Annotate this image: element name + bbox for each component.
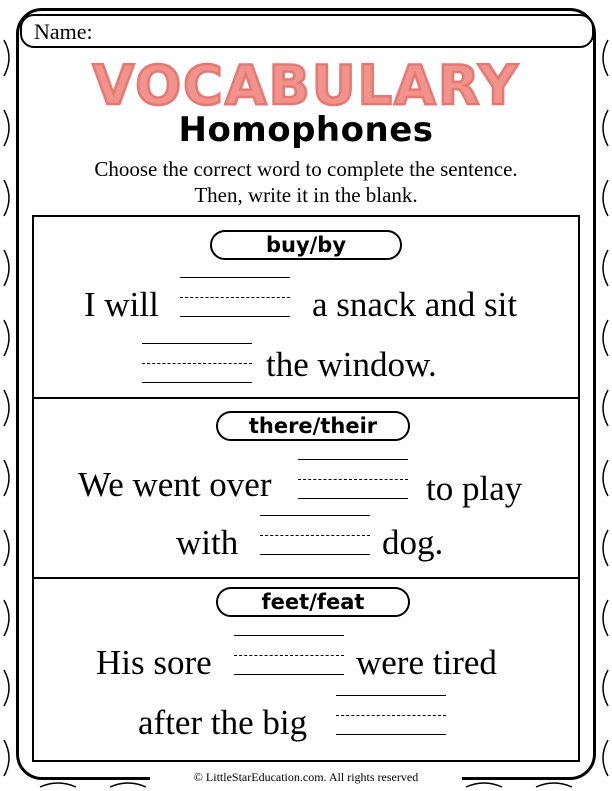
sentence-text: a snack and sit bbox=[312, 285, 518, 324]
answer-blank[interactable] bbox=[180, 277, 290, 317]
exercise-panel bbox=[32, 215, 580, 762]
sentence-text: dog. bbox=[382, 523, 444, 562]
vocabulary-title-text: VOCABULARY bbox=[92, 54, 520, 117]
instructions-line-2: Then, write it in the blank. bbox=[194, 183, 418, 207]
choice-pill: feet/feat bbox=[216, 587, 410, 617]
exercise-2 bbox=[34, 397, 578, 579]
sentence-text: We went over bbox=[78, 465, 272, 504]
sentence-text: to play bbox=[426, 469, 523, 508]
answer-blank[interactable] bbox=[142, 343, 252, 383]
sentence-text: I will bbox=[84, 285, 159, 324]
choice-pill: buy/by bbox=[210, 230, 402, 260]
exercise-3 bbox=[34, 577, 578, 762]
sentence-text: His sore bbox=[96, 643, 212, 682]
answer-blank[interactable] bbox=[260, 515, 370, 555]
instructions bbox=[0, 156, 612, 208]
name-field[interactable] bbox=[20, 14, 594, 48]
sentence-text: after the big bbox=[138, 703, 308, 742]
choice-pill: there/their bbox=[216, 411, 410, 441]
answer-blank[interactable] bbox=[298, 459, 408, 499]
instructions-line-1: Choose the correct word to complete the sentence. bbox=[94, 157, 518, 181]
sentence-text: the window. bbox=[266, 345, 437, 384]
sentence-text: with bbox=[176, 523, 239, 562]
name-label: Name: bbox=[34, 19, 93, 44]
footer-copyright: © LittleStarEducation.com. All rights reserved bbox=[193, 770, 419, 784]
exercise-1 bbox=[34, 217, 578, 397]
page-subtitle: Homophones bbox=[178, 110, 434, 150]
answer-blank[interactable] bbox=[234, 635, 344, 675]
sentence-text: were tired bbox=[356, 643, 497, 682]
answer-blank[interactable] bbox=[336, 695, 446, 735]
